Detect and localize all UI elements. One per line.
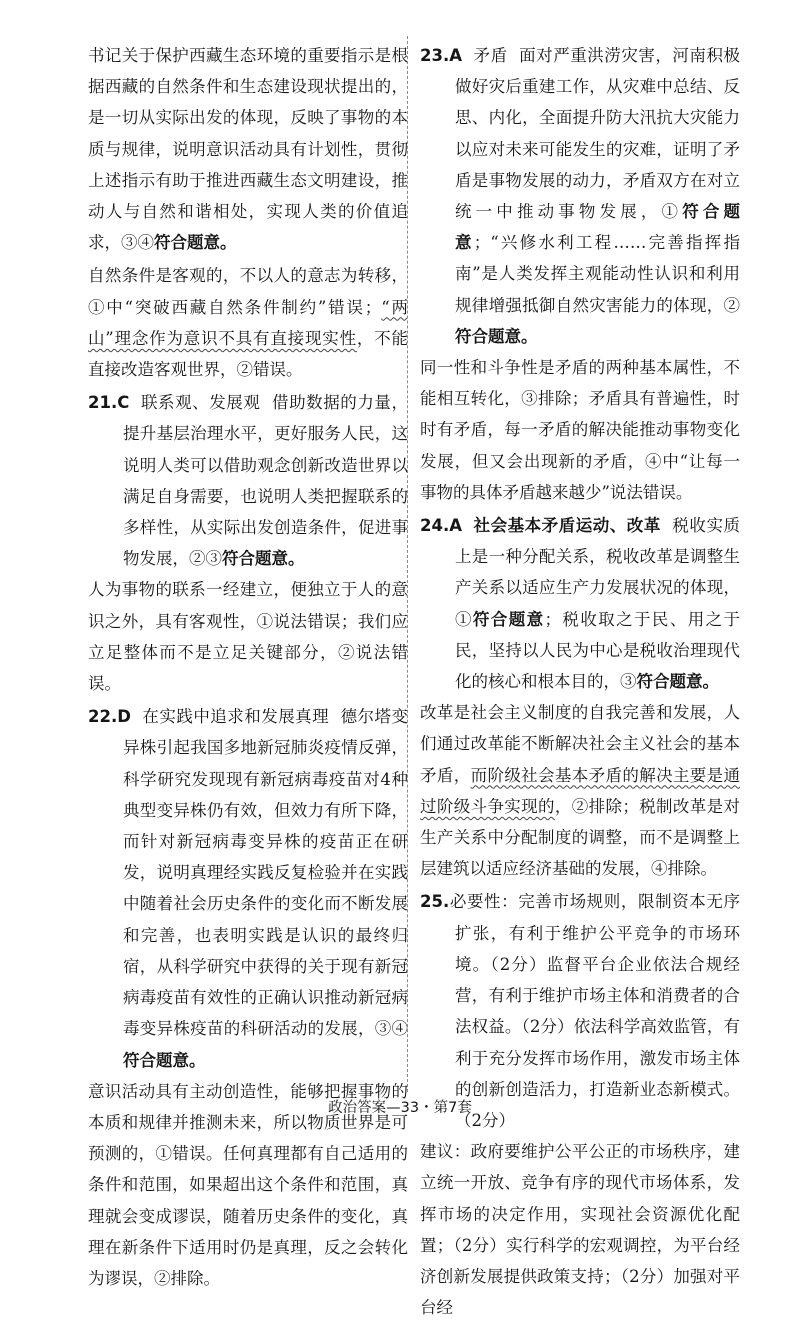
paragraph-analysis: 自然条件是客观的，不以人的意志为转移，①中“突破西藏自然条件制约”错误；“两山”理念作为意识不具有直接现实性，不能直接改造客观世界，②错误。 [88, 266, 409, 380]
right-column [420, 40, 740, 1323]
paragraph-continued: 书记关于保护西藏生态环境的重要指示是根据西藏的自然条件和生态建设现状提出的，是一切从实际出发的体现，反映了事物的本质与规律，说明意识活动具有计划性，贯彻上述指示有助于推进西藏生态文明建设，推动人与自然和谐相处，实现人类的价值追求，③④符合题意。 [88, 46, 408, 253]
answer-21-note: 人为事物的联系一经建立，便独立于人的意识之外，具有客观性，①说法错误；我们应立足整体而不是立足关键部分，②说法错误。 [88, 580, 408, 694]
answer-23-note: 同一性和斗争性是矛盾的两种基本属性，不能相互转化，③排除；矛盾具有普遍性，时时有矛盾，每一矛盾的解决能推动事物变化发展，但又会出现新的矛盾，④中“让每一事物的具体矛盾越来越少”说法错误。 [420, 358, 740, 502]
answer-24: 24.A 社会基本矛盾运动、改革 税收实质上是一种分配关系，税收改革是调整生产关系以适应生产力发展状况的体现，①符合题意；税收取之于民、用之于民，坚持以人民为中心是税收治理现代化的核心和根本目的，③符合题意。 [420, 516, 741, 692]
answer-22-note: 意识活动具有主动创造性，能够把握事物的本质和规律并推测未来，所以物质世界是可预测的，①错误。任何真理都有自己适用的条件和范围，如果超出这个条件和范围，真理就会变成谬误，随着历史条件的变化，真理在新条件下适用时仍是真理，反之会转化为谬误，②排除。 [88, 1081, 408, 1288]
answer-21: 21.C 联系观、发展观 借助数据的力量，提升基层治理水平，更好服务人民，这说明人类可以借助观念创新改造世界以满足自身需要，也说明人类把握联系的多样性，从实际出发创造条件，促进事物发展，②③符合题意。 [88, 393, 408, 569]
answer-22: 22.D 在实践中追求和发展真理 德尔塔变异株引起我国多地新冠肺炎疫情反弹，科学研究发现现有新冠病毒疫苗对4种典型变异株仍有效，但效力有所下降，而针对新冠病毒变异株的疫苗正在研发，说明真理经实践反复检验并在实践中随着社会历史条件的变化而不断发展和完善，也表明实践是认识的最终归宿，从科学研究中获得的关于现有新冠病毒疫苗有效性的正确认识推动新冠病毒变异株疫苗的科研活动的发展，③④符合题意。 [88, 707, 409, 1070]
answer-24-note: 改革是社会主义制度的自我完善和发展，人们通过改革能不断解决社会主义社会的基本矛盾，而阶级社会基本矛盾的解决主要是通过阶级斗争实现的，②排除；税制改革是对生产关系中分配制度的调整，而不是调整上层建筑以适应经济基础的发展，④排除。 [420, 703, 741, 879]
page-footer: 政治答案—33・第7套 [328, 1100, 472, 1116]
answer-25: 25.必要性：完善市场规则，限制资本无序扩张，有利于维护公平竞争的市场环境。（2分）监督平台企业依法合规经营，有利于维护市场主体和消费者的合法权益。（2分）依法科学高效监管，有利于充分发挥市场作用，激发市场主体的创新创造活力，打造新业态新模式。（2分） [420, 892, 740, 1130]
answer-23: 23.A 矛盾 面对严重洪涝灾害，河南积极做好灾后重建工作，从灾难中总结、反思、内化，全面提升防大汛抗大灾能力以应对未来可能发生的灾难，证明了矛盾是事物发展的动力，矛盾双方在对立统一中推动事物发展，①符合题意；“兴修水利工程……完善指挥指南”是人类发挥主观能动性认识和利用规律增强抵御自然灾害能力的体现，②符合题意。 [420, 46, 741, 346]
column-divider [407, 36, 408, 1092]
answer-25-suggestion: 建议：政府要维护公平公正的市场秩序，建立统一开放、竞争有序的现代市场体系，发挥市场的决定作用，实现社会资源优化配置；（2分）实行科学的宏观调控，为平台经济创新发展提供政策支持；（2分）加强对平台经 [420, 1142, 740, 1318]
